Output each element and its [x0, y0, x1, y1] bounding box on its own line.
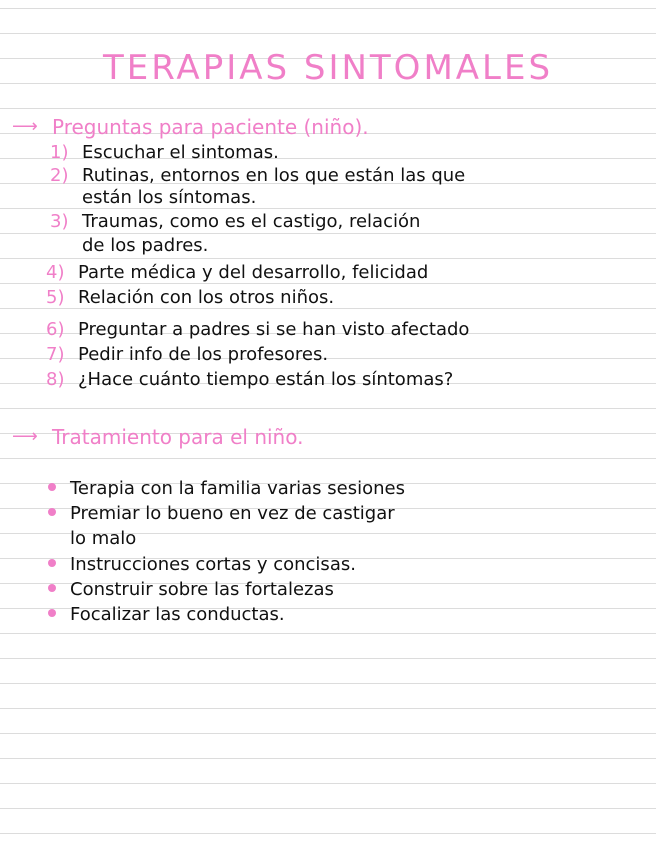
bullet-dot-icon [48, 584, 56, 592]
bullet-text: Focalizar las conductas. [70, 604, 285, 625]
bullet-item [48, 578, 334, 602]
bullet-item [48, 477, 405, 501]
item-text: Pedir info de los profesores. [78, 344, 329, 365]
list-item [46, 368, 453, 392]
arrow-right-icon: ⟶ [12, 116, 38, 137]
item-text: Relación con los otros niños. [78, 287, 335, 308]
item-number: 3) [50, 211, 69, 232]
item-number: 8) [46, 369, 65, 390]
item-text: Traumas, como es el castigo, relación [82, 211, 421, 232]
item-number: 4) [46, 262, 65, 283]
section-heading-preguntas [12, 114, 369, 140]
bullet-dot-icon [48, 559, 56, 567]
item-number: 5) [46, 287, 65, 308]
list-item [46, 286, 334, 310]
bullet-text: Premiar lo bueno en vez de castigar [70, 503, 395, 524]
bullet-continuation: lo malo [70, 528, 137, 549]
section-heading-label: Tratamiento para el niño. [52, 425, 304, 449]
bullet-item [48, 553, 356, 577]
item-continuation: de los padres. [82, 235, 209, 256]
item-text: Escuchar el sintomas. [82, 142, 279, 163]
bullet-item [48, 603, 285, 627]
item-number: 2) [50, 165, 69, 186]
list-item [50, 210, 420, 234]
arrow-right-icon: ⟶ [12, 426, 38, 447]
item-number: 1) [50, 142, 69, 163]
item-text: Parte médica y del desarrollo, felicidad [78, 262, 429, 283]
section-heading-tratamiento [12, 424, 303, 450]
item-text: Rutinas, entornos en los que están las que [82, 165, 466, 186]
section-heading-label: Preguntas para paciente (niño). [52, 115, 369, 139]
list-item [46, 261, 428, 285]
list-item [50, 141, 279, 165]
item-number: 6) [46, 319, 65, 340]
bullet-dot-icon [48, 508, 56, 516]
item-text: ¿Hace cuánto tiempo están los síntomas? [78, 369, 454, 390]
bullet-dot-icon [48, 609, 56, 617]
bullet-text: Terapia con la familia varias sesiones [70, 478, 405, 499]
bullet-item [48, 502, 395, 526]
list-item [46, 318, 469, 342]
item-continuation: están los síntomas. [82, 187, 257, 208]
item-number: 7) [46, 344, 65, 365]
list-item [46, 343, 328, 367]
bullet-text: Instrucciones cortas y concisas. [70, 554, 356, 575]
item-text: Preguntar a padres si se han visto afectado [78, 319, 470, 340]
page-title: TERAPIAS SINTOMALES [102, 48, 554, 88]
list-item [50, 164, 465, 188]
bullet-dot-icon [48, 483, 56, 491]
bullet-text: Construir sobre las fortalezas [70, 579, 334, 600]
